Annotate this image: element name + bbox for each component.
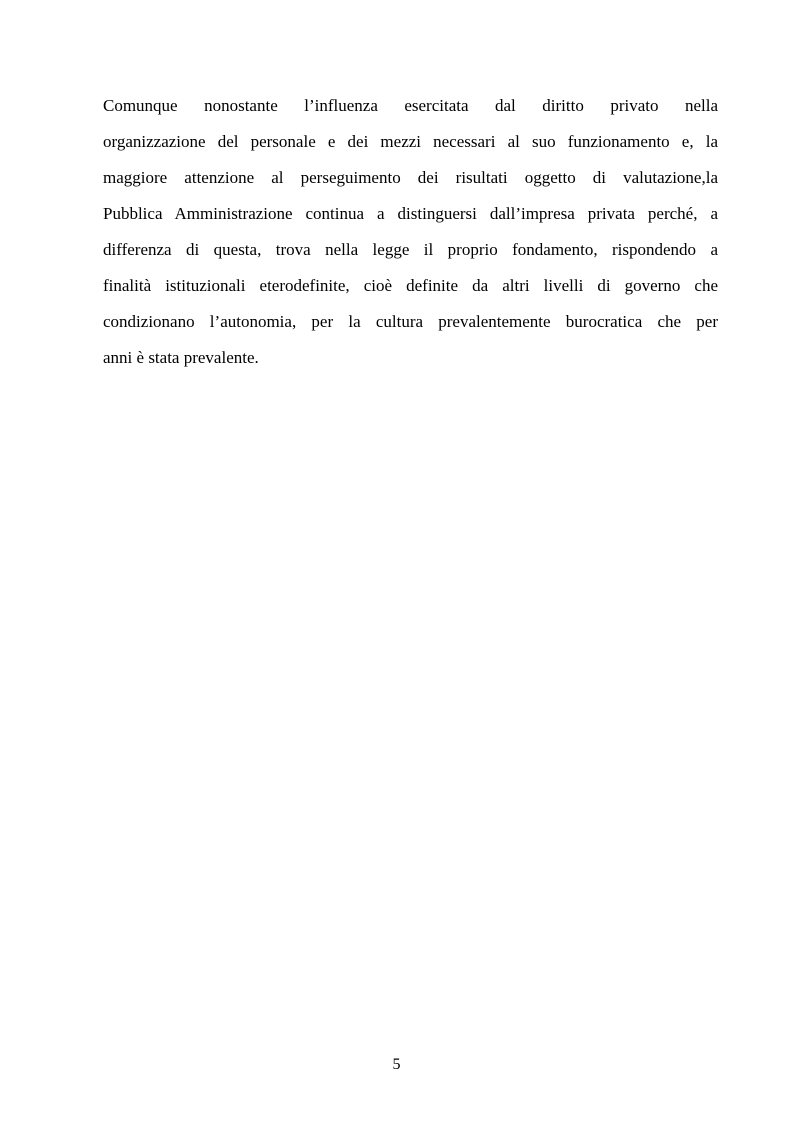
paragraph-line: finalità istituzionali eterodefinite, cioè definite da altri livelli di governo che [103, 276, 718, 295]
paragraph-line: differenza di questa, trova nella legge il proprio fondamento, rispondendo a [103, 240, 718, 259]
paragraph-line: condizionano l’autonomia, per la cultura prevalentemente burocratica che per [103, 312, 718, 331]
paragraph-line: Pubblica Amministrazione continua a distinguersi dall’impresa privata perché, a [103, 204, 718, 223]
paragraph-line-last: anni è stata prevalente. [103, 348, 259, 367]
body-paragraph [103, 88, 718, 376]
paragraph-line: Comunque nonostante l’influenza esercitata dal diritto privato nella [103, 96, 718, 115]
page-number: 5 [392, 1056, 401, 1073]
paragraph-line: maggiore attenzione al perseguimento dei risultati oggetto di valutazione,la [103, 168, 718, 187]
paragraph-line: organizzazione del personale e dei mezzi necessari al suo funzionamento e, la [103, 132, 718, 151]
